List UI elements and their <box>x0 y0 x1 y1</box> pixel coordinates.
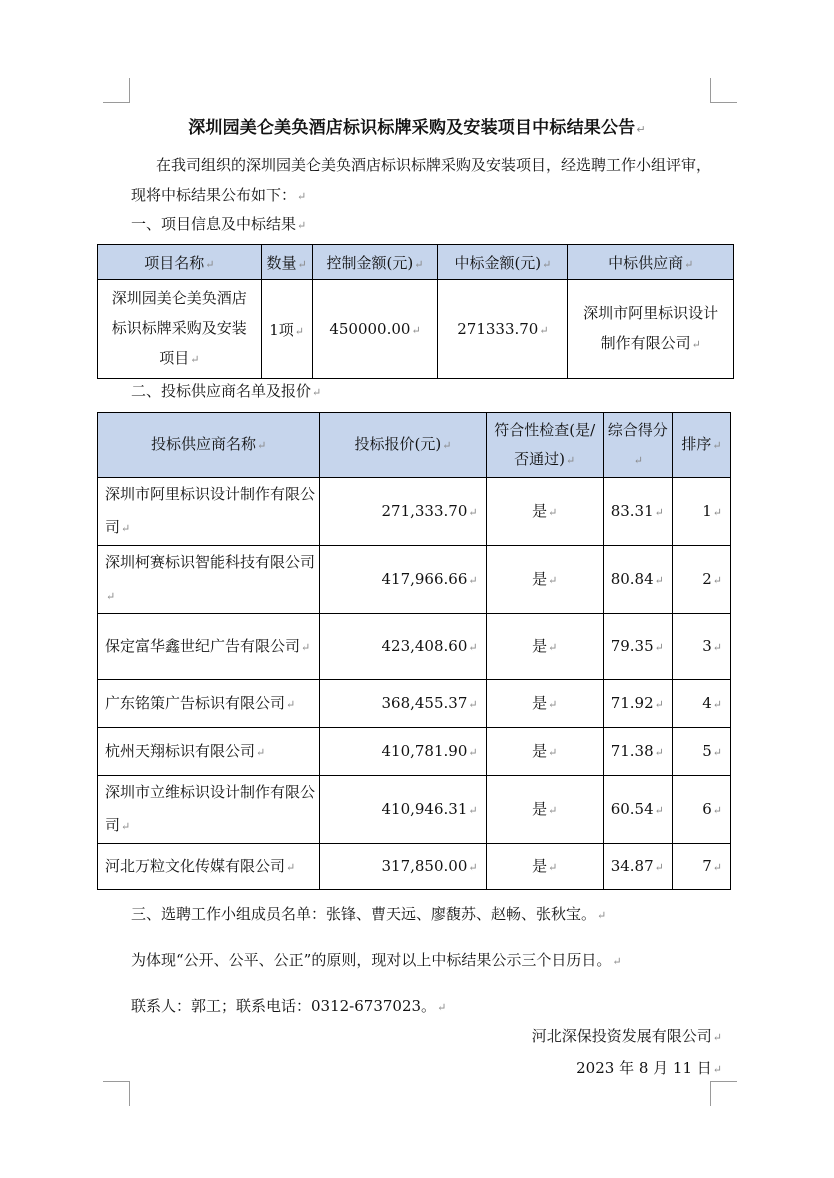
header-bid-price: 投标报价(元)↵ <box>320 413 486 478</box>
section3-members: 三、选聘工作小组成员名单：张锋、曹天远、廖馥苏、赵畅、张秋宝。↵ <box>131 905 607 923</box>
header-winning-amount: 中标金额(元)↵ <box>438 245 568 280</box>
score-cell: 71.92↵ <box>603 680 672 728</box>
project-table-row <box>98 280 734 379</box>
crop-mark-top-right <box>710 78 737 103</box>
crop-mark-bottom-left <box>103 1081 130 1106</box>
bid-price-cell: 271,333.70↵ <box>320 478 486 546</box>
rank-cell: 6↵ <box>672 776 730 844</box>
table-row <box>98 728 731 776</box>
table-row <box>98 614 731 680</box>
header-rank: 排序↵ <box>672 413 730 478</box>
document-title: 深圳园美仑美奂酒店标识标牌采购及安装项目中标结果公告↵ <box>188 118 646 138</box>
supplier-name-cell: 保定富华鑫世纪广告有限公司↵ <box>98 614 320 680</box>
header-supplier-name: 投标供应商名称↵ <box>98 413 320 478</box>
score-cell: 83.31↵ <box>603 478 672 546</box>
score-cell: 79.35↵ <box>603 614 672 680</box>
publicity-notice: 为体现“公开、公平、公正”的原则，现对以上中标结果公示三个日历日。↵ <box>131 951 622 969</box>
control-amount-cell: 450000.00↵ <box>312 280 438 379</box>
table-row <box>98 546 731 614</box>
winning-supplier-cell: 深圳市阿里标识设计制作有限公司↵ <box>568 280 734 379</box>
header-winning-supplier: 中标供应商↵ <box>568 245 734 280</box>
rank-cell: 5↵ <box>672 728 730 776</box>
score-cell: 60.54↵ <box>603 776 672 844</box>
bids-table-header <box>98 413 731 478</box>
header-project-name: 项目名称↵ <box>98 245 262 280</box>
compliance-cell: 是↵ <box>486 728 603 776</box>
score-cell: 71.38↵ <box>603 728 672 776</box>
compliance-cell: 是↵ <box>486 546 603 614</box>
table-row <box>98 680 731 728</box>
rank-cell: 4↵ <box>672 680 730 728</box>
rank-cell: 7↵ <box>672 844 730 890</box>
supplier-name-cell: 河北万粒文化传媒有限公司↵ <box>98 844 320 890</box>
compliance-cell: 是↵ <box>486 614 603 680</box>
compliance-cell: 是↵ <box>486 680 603 728</box>
project-name-cell: 深圳园美仑美奂酒店标识标牌采购及安装项目↵ <box>98 280 262 379</box>
header-quantity: 数量↵ <box>261 245 312 280</box>
score-cell: 80.84↵ <box>603 546 672 614</box>
rank-cell: 2↵ <box>672 546 730 614</box>
section2-heading: 二、投标供应商名单及报价↵ <box>131 382 322 400</box>
table-row <box>98 776 731 844</box>
bid-price-cell: 410,781.90↵ <box>320 728 486 776</box>
table-row <box>98 478 731 546</box>
crop-mark-bottom-right <box>710 1081 737 1106</box>
issuer-company: 河北深保投资发展有限公司↵ <box>531 1027 722 1045</box>
compliance-cell: 是↵ <box>486 776 603 844</box>
supplier-name-cell: 深圳市立维标识设计制作有限公司↵ <box>98 776 320 844</box>
supplier-name-cell: 深圳柯赛标识智能科技有限公司↵ <box>98 546 320 614</box>
crop-mark-top-left <box>103 78 130 103</box>
bid-price-cell: 368,455.37↵ <box>320 680 486 728</box>
bids-table <box>97 412 731 890</box>
bid-price-cell: 417,966.66↵ <box>320 546 486 614</box>
table-row <box>98 844 731 890</box>
intro-paragraph: 在我司组织的深圳园美仑美奂酒店标识标牌采购及安装项目，经选聘工作小组评审，现将中标结果公布如下：↵ <box>131 156 712 204</box>
compliance-cell: 是↵ <box>486 844 603 890</box>
header-total-score: 综合得分↵ <box>603 413 672 478</box>
issue-date: 2023 年 8 月 11 日↵ <box>576 1059 722 1077</box>
bid-price-cell: 423,408.60↵ <box>320 614 486 680</box>
header-compliance-check: 符合性检查(是/否通过)↵ <box>486 413 603 478</box>
project-table <box>97 244 734 379</box>
section1-heading: 一、项目信息及中标结果↵ <box>131 215 307 233</box>
rank-cell: 1↵ <box>672 478 730 546</box>
score-cell: 34.87↵ <box>603 844 672 890</box>
rank-cell: 3↵ <box>672 614 730 680</box>
project-table-header <box>98 245 734 280</box>
bid-price-cell: 410,946.31↵ <box>320 776 486 844</box>
supplier-name-cell: 深圳市阿里标识设计制作有限公司↵ <box>98 478 320 546</box>
header-control-amount: 控制金额(元)↵ <box>312 245 438 280</box>
supplier-name-cell: 广东铭策广告标识有限公司↵ <box>98 680 320 728</box>
bid-price-cell: 317,850.00↵ <box>320 844 486 890</box>
quantity-cell: 1项↵ <box>261 280 312 379</box>
winning-amount-cell: 271333.70↵ <box>438 280 568 379</box>
compliance-cell: 是↵ <box>486 478 603 546</box>
supplier-name-cell: 杭州天翔标识有限公司↵ <box>98 728 320 776</box>
contact-line: 联系人：郭工；联系电话：0312-6737023。↵ <box>131 997 447 1015</box>
